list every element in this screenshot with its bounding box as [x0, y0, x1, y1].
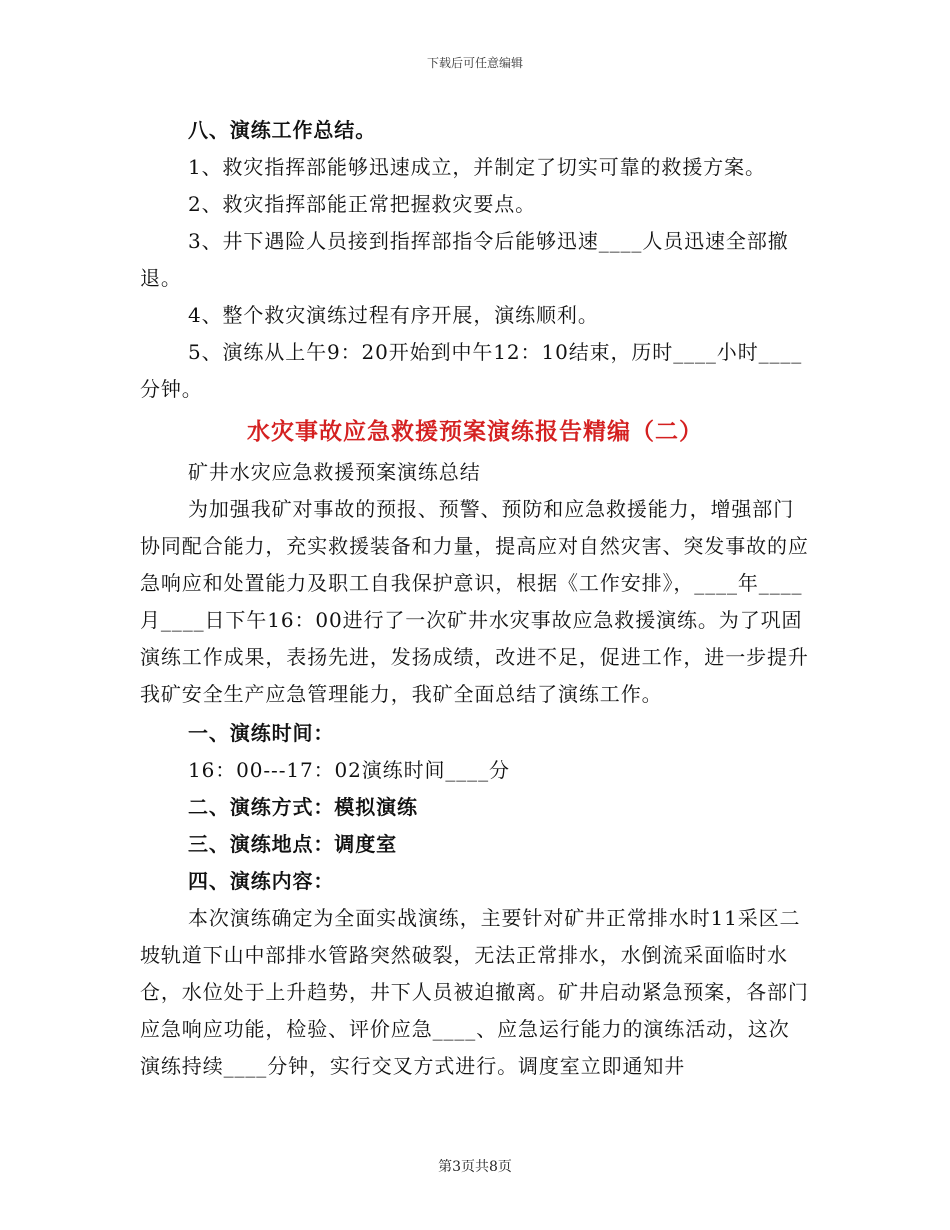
page-header: 下载后可任意编辑	[426, 56, 523, 70]
summary-item-3: 3、井下遇险人员接到指挥部指令后能够迅速____人员迅速全部撤退。	[140, 229, 789, 290]
summary-item-1: 1、救灾指挥部能够迅速成立，并制定了切实可靠的救援方案。	[188, 155, 766, 179]
section-8-heading: 八、演练工作总结。	[188, 118, 377, 142]
intro-paragraph: 为加强我矿对事故的预报、预警、预防和应急救援能力，增强部门协同配合能力，充实救援装备和力量，提高应对自然灾害、突发事故的应急响应和处置能力及职工自我保护意识，根据《工作安排》，____年____月____日下午16：00进行了一次矿井水灾事故应急救援演练。为了巩固演练工作成果，表扬先进，发扬成绩，改进不足，促进工作，进一步提升我矿安全生产应急管理能力，我矿全面总结了演练工作。	[140, 497, 809, 706]
section-2-heading: 二、演练方式：模拟演练	[188, 795, 418, 819]
summary-item-2: 2、救灾指挥部能正常把握救灾要点。	[188, 192, 537, 216]
section-1-text: 16：00---17：02演练时间____分	[188, 758, 510, 782]
document-title: 水灾事故应急救援预案演练报告精编（二）	[247, 418, 703, 445]
section-3-heading: 三、演练地点：调度室	[188, 832, 397, 856]
subtitle: 矿井水灾应急救援预案演练总结	[188, 460, 481, 484]
summary-item-4: 4、整个救灾演练过程有序开展，演练顺利。	[188, 303, 599, 327]
section-1-heading: 一、演练时间：	[188, 721, 335, 745]
section-4-heading: 四、演练内容：	[188, 869, 335, 893]
section-4-text: 本次演练确定为全面实战演练，主要针对矿井正常排水时11采区二坡轨道下山中部排水管路突然破裂，无法正常排水，水倒流采面临时水仓，水位处于上升趋势，井下人员被迫撤离。矿井启动紧急预案，各部门应急响应功能，检验、评价应急____、应急运行能力的演练活动，这次演练持续____分钟，实行交叉方式进行。调度室立即通知井	[140, 906, 809, 1078]
page-footer: 第3页共8页	[438, 1159, 512, 1175]
summary-item-5: 5、演练从上午9：20开始到中午12：10结束，历时____小时____分钟。	[140, 340, 803, 401]
document-body	[140, 112, 810, 1085]
